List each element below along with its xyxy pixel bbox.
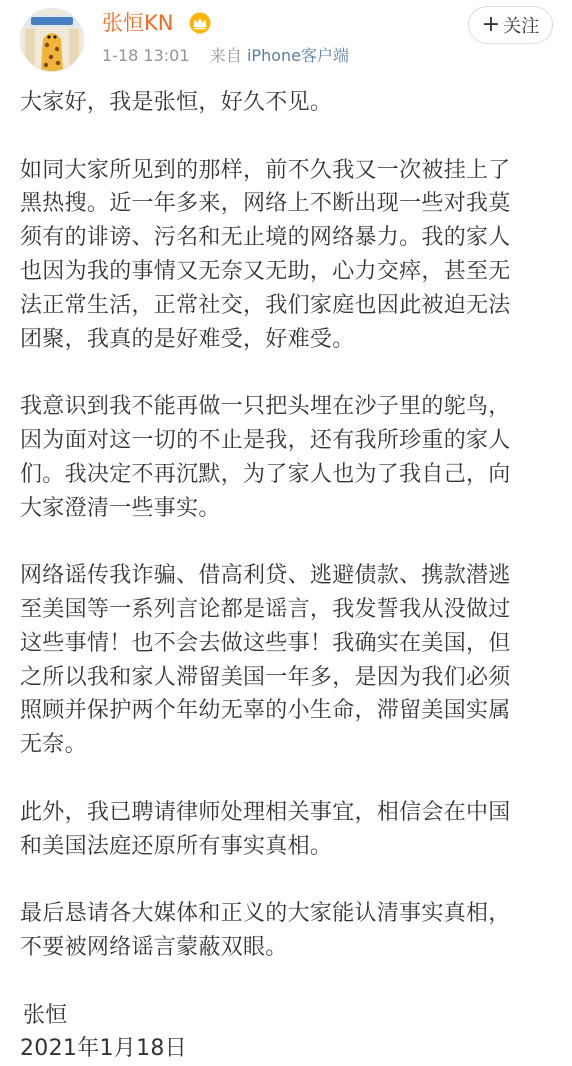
post-header — [0, 0, 572, 76]
post-source-link[interactable]: iPhone客户端 — [246, 46, 349, 65]
post-body — [20, 86, 556, 1066]
post-signature — [20, 999, 556, 1066]
post-paragraph: 我意识到我不能再做一只把头埋在沙子里的鸵鸟， 因为面对这一切的不止是我，还有我所珍重的家人 们。我决定不再沉默，为了家人也为了我自己，向 大家澄清一些事实。 — [20, 394, 511, 521]
signature-date: 2021年1月18日 — [20, 1036, 187, 1062]
plus-icon: + — [481, 12, 501, 37]
avatar-image — [21, 9, 83, 71]
post-from-label: 来自 — [209, 46, 242, 65]
post-paragraph: 大家好，我是张恒，好久不见。 — [20, 90, 333, 115]
follow-button-label: 关注 — [503, 16, 540, 37]
post-paragraph: 网络谣传我诈骗、借高利贷、逃避债款、携款潜逃 至美国等一系列言论都是谣言，我发誓我从没做过 这些事情！也不会去做这些事！我确实在美国，但 之所以我和家人滞留美国一年多，是因为我们必须 照顾并保护两个年幼无辜的小生命，滞留美国实属 无奈。 — [20, 563, 511, 758]
signature-name: 张恒 — [23, 1002, 68, 1028]
post-paragraph: 最后恳请各大媒体和正义的大家能认清事实真相， 不要被网络谣言蒙蔽双眼。 — [20, 901, 511, 960]
post-time: 1-18 13:01 — [102, 46, 190, 65]
vip-crown-icon — [188, 12, 212, 34]
follow-button[interactable] — [468, 6, 553, 44]
post-paragraph: 如同大家所见到的那样，前不久我又一次被挂上了 黑热搜。近一年多来，网络上不断出现一些对我莫 须有的诽谤、污名和无止境的网络暴力。我的家人 也因为我的事情又无奈又无助，心力交瘁，甚至无 法正常生活，正常社交，我们家庭也因此被迫无法 团聚，我真的是好难受，好难受。 — [20, 157, 511, 352]
post-paragraph: 此外，我已聘请律师处理相关事宜，相信会在中国 和美国法庭还原所有事实真相。 — [20, 799, 511, 859]
avatar[interactable] — [20, 8, 84, 72]
post-meta — [102, 44, 349, 68]
username[interactable]: 张恒KN — [102, 11, 174, 35]
